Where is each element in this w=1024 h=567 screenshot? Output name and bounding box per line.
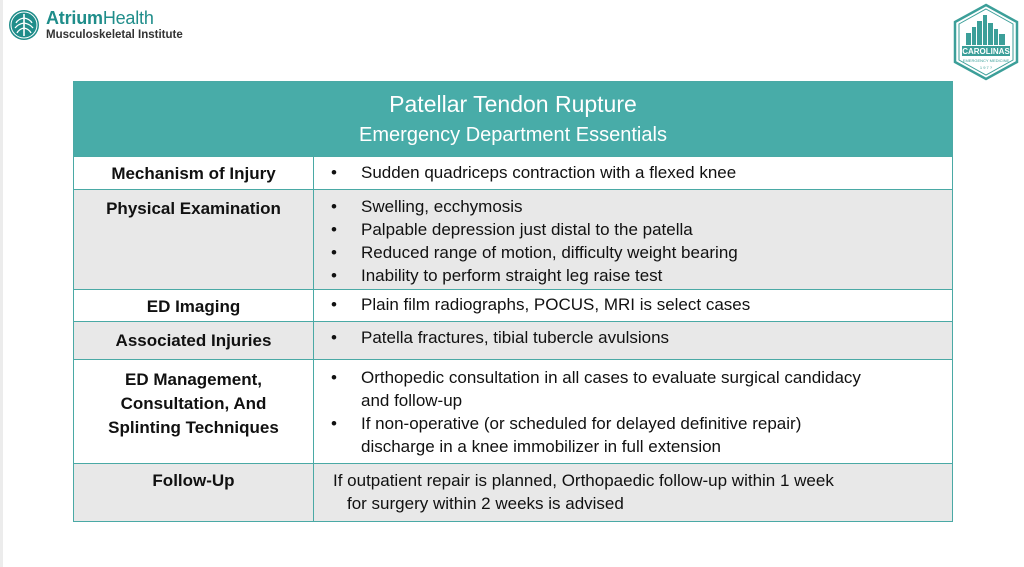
slide-edge <box>0 0 3 567</box>
row-category: ED Management, Consultation, And Splinting Techniques <box>74 360 314 463</box>
carolinas-em-badge-icon <box>952 3 1020 81</box>
table-subtitle: Emergency Department Essentials <box>359 124 667 146</box>
table-row-associated <box>74 321 952 359</box>
bullet-item: • Inability to perform straight leg raise test <box>331 266 663 285</box>
table-header <box>74 82 952 156</box>
atrium-health-logo <box>8 9 183 42</box>
row-category: ED Imaging <box>74 290 314 321</box>
follow-up-line: If outpatient repair is planned, Orthopaedic follow-up within 1 week <box>333 471 834 490</box>
table-row-management <box>74 359 952 463</box>
essentials-table <box>73 81 953 522</box>
row-category: Mechanism of Injury <box>74 157 314 189</box>
follow-up-line: for surgery within 2 weeks is advised <box>347 494 624 513</box>
row-content <box>314 161 952 184</box>
row-content <box>314 326 952 349</box>
row-content <box>314 195 952 287</box>
bullet-item: • Orthopedic consultation in all cases to evaluate surgical candidacy <box>331 368 861 387</box>
row-category: Physical Examination <box>74 190 314 289</box>
row-category: Associated Injuries <box>74 322 314 359</box>
table-title: Patellar Tendon Rupture <box>389 91 637 117</box>
svg-text:EMERGENCY MEDICINE: EMERGENCY MEDICINE <box>962 58 1010 63</box>
brand-name: AtriumHealth <box>46 8 154 28</box>
bullet-continuation: discharge in a knee immobilizer in full extension <box>361 437 722 456</box>
row-content <box>314 293 952 316</box>
bullet-item: • Plain film radiographs, POCUS, MRI is select cases <box>331 295 751 314</box>
row-content <box>314 366 952 458</box>
table-row-mechanism <box>74 156 952 189</box>
row-content <box>314 469 952 515</box>
table-row-physical-exam <box>74 189 952 289</box>
svg-text:1 9 7 ?: 1 9 7 ? <box>979 65 993 70</box>
bullet-item: • If non-operative (or scheduled for delayed definitive repair) <box>331 414 802 433</box>
bullet-continuation: and follow-up <box>361 391 463 410</box>
bullet-item: • Palpable depression just distal to the patella <box>331 220 693 239</box>
bullet-item: • Swelling, ecchymosis <box>331 197 523 216</box>
row-category: Follow-Up <box>74 464 314 521</box>
leaf-emblem-icon <box>8 9 40 41</box>
bullet-item: • Sudden quadriceps contraction with a flexed knee <box>331 163 737 182</box>
table-row-imaging <box>74 289 952 321</box>
bullet-item: • Patella fractures, tibial tubercle avulsions <box>331 328 670 347</box>
svg-text:CAROLINAS: CAROLINAS <box>962 47 1010 56</box>
brand-subtitle: Musculoskeletal Institute <box>46 29 183 41</box>
table-row-follow-up <box>74 463 952 521</box>
bullet-item: • Reduced range of motion, difficulty weight bearing <box>331 243 738 262</box>
